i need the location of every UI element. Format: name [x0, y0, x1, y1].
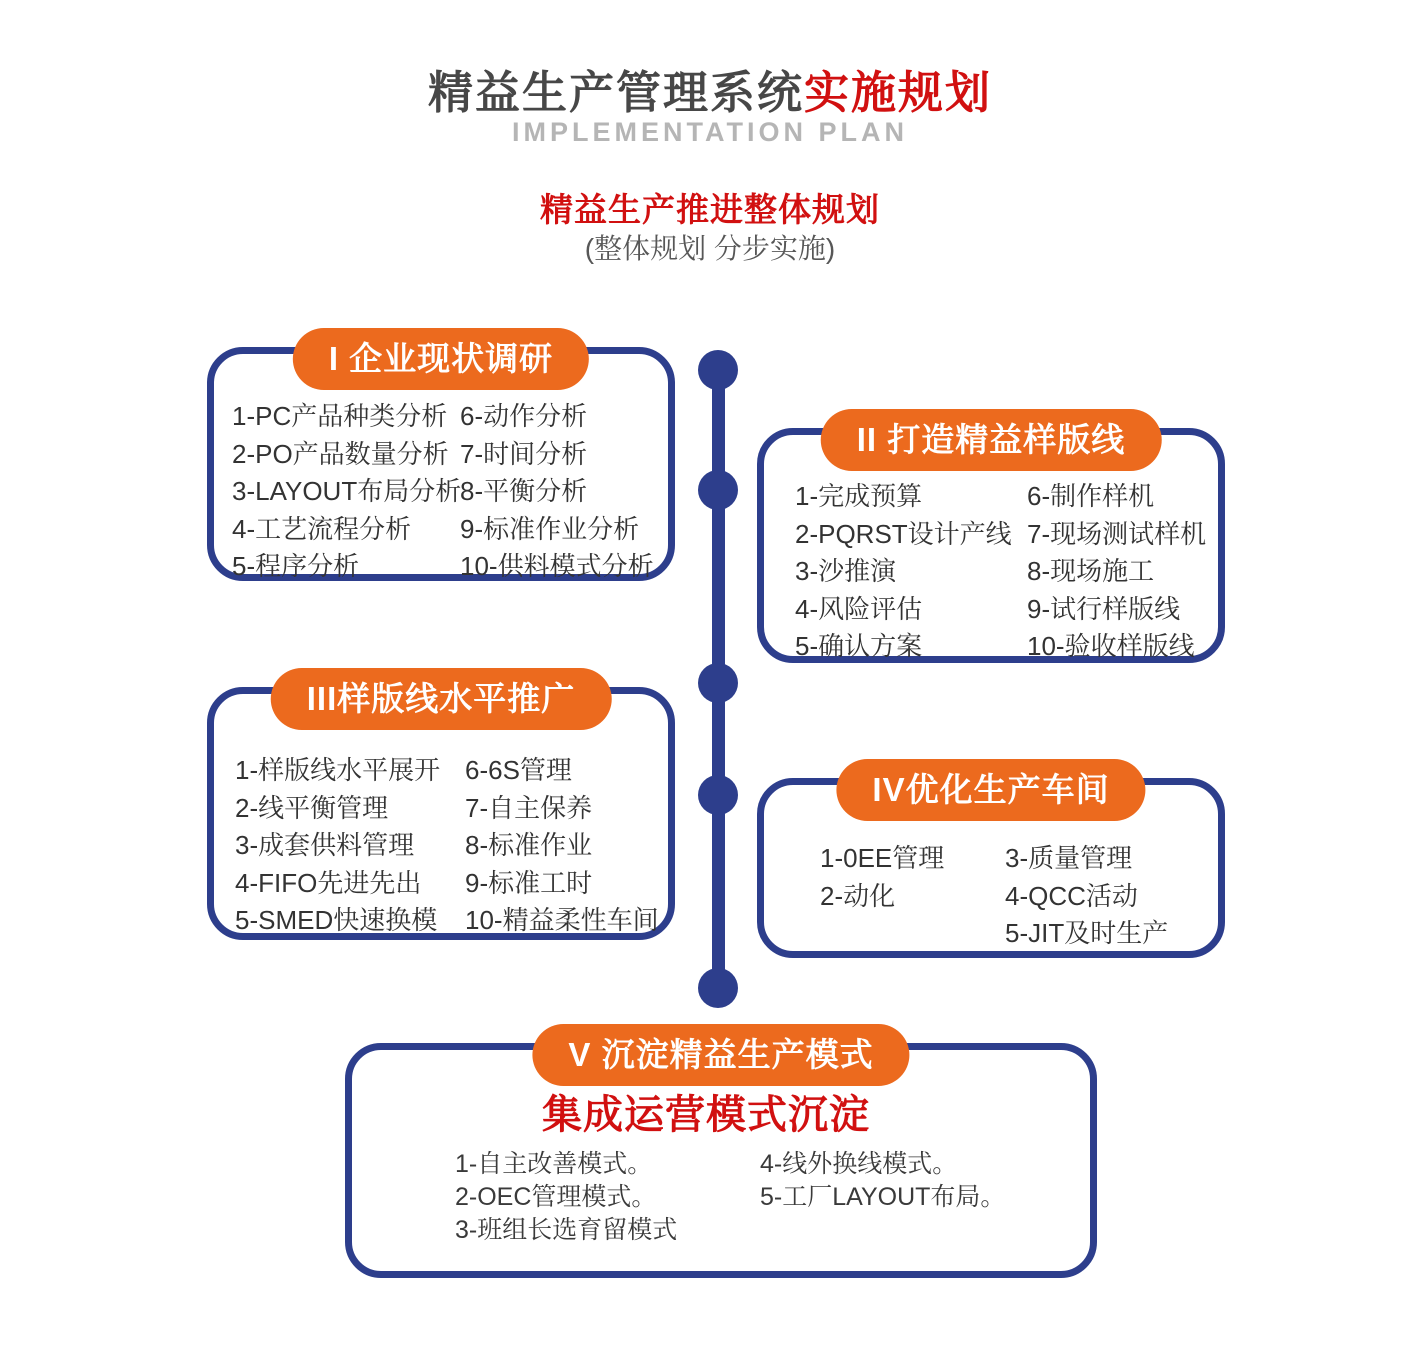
stage-box-4 — [757, 771, 1225, 958]
list-item: 2-PQRST设计产线 — [795, 518, 1012, 549]
timeline-dot-3 — [698, 663, 738, 703]
list-item: 1-自主改善模式。 — [455, 1150, 653, 1178]
stage-box-2 — [757, 421, 1225, 663]
timeline-dot-2 — [698, 470, 738, 510]
list-item: 8-现场施工 — [1027, 556, 1155, 586]
list-item: 2-PO产品数量分析 — [232, 438, 449, 469]
stage-2-right-column — [1027, 478, 1206, 666]
list-item: 3-成套供料管理 — [235, 830, 415, 860]
list-item: 1-PC产品种类分析 — [232, 401, 448, 431]
stage-2-left-column — [795, 478, 1012, 666]
stage-badge-1: I 企业现状调研 — [293, 328, 589, 390]
stage-badge-3: III样版线水平推广 — [271, 668, 612, 730]
list-item: 3-LAYOUT布局分析 — [232, 476, 462, 506]
list-item: 4-FIFO先进先出 — [235, 867, 422, 898]
list-item: 6-6S管理 — [465, 755, 572, 785]
list-item: 5-程序分析 — [232, 551, 360, 581]
timeline-dot-4 — [698, 775, 738, 815]
list-item: 7-时间分析 — [460, 438, 588, 469]
page-title — [0, 56, 1420, 121]
list-item: 8-平衡分析 — [460, 476, 588, 506]
timeline-dot-1 — [698, 350, 738, 390]
list-item: 10-精益柔性车间 — [465, 905, 659, 935]
stage-box-3 — [207, 680, 675, 940]
stage-badge-2: II 打造精益样版线 — [821, 409, 1162, 471]
list-item: 8-标准作业 — [465, 830, 593, 860]
stage-1-left-column — [232, 398, 461, 586]
list-item: 2-OEC管理模式。 — [455, 1183, 657, 1211]
list-item: 2-动化 — [820, 880, 896, 911]
list-item: 3-沙推演 — [795, 556, 897, 586]
stage-3-right-column — [465, 752, 659, 940]
section-title: 精益生产推进整体规划 — [540, 191, 880, 228]
list-item: 3-班组长选育留模式 — [455, 1216, 678, 1244]
timeline-dot-5 — [698, 968, 738, 1008]
list-item: 3-质量管理 — [1005, 843, 1133, 873]
list-item: 10-验收样版线 — [1027, 631, 1195, 661]
page-title-red: 实施规划 — [804, 67, 993, 118]
list-item: 10-供料模式分析 — [460, 551, 654, 581]
stage-box-1 — [207, 340, 675, 581]
list-item: 7-现场测试样机 — [1027, 518, 1207, 549]
stage-box-5 — [345, 1036, 1097, 1278]
page-subtitle: IMPLEMENTATION PLAN — [512, 117, 908, 147]
list-item: 4-QCC活动 — [1005, 880, 1138, 911]
list-item: 9-试行样版线 — [1027, 593, 1181, 624]
list-item: 6-制作样机 — [1027, 481, 1155, 511]
list-item: 5-确认方案 — [795, 631, 923, 661]
list-item: 7-自主保养 — [465, 792, 593, 823]
list-item: 1-样版线水平展开 — [235, 755, 441, 785]
list-item: 4-风险评估 — [795, 593, 923, 624]
list-item: 1-0EE管理 — [820, 843, 945, 873]
list-item: 5-JIT及时生产 — [1005, 918, 1169, 948]
stage-1-right-column — [460, 398, 654, 586]
stage-5-right-column — [760, 1148, 1005, 1214]
stage-3-left-column — [235, 752, 440, 940]
stage-5-left-column — [455, 1148, 677, 1247]
list-item: 2-线平衡管理 — [235, 792, 389, 823]
stage-4-left-column — [820, 840, 944, 915]
section-note: (整体规划 分步实施) — [584, 233, 836, 264]
list-item: 5-SMED快速换模 — [235, 905, 438, 935]
list-item: 4-线外换线模式。 — [760, 1150, 958, 1178]
list-item: 9-标准作业分析 — [460, 513, 640, 544]
list-item: 1-完成预算 — [795, 481, 923, 511]
list-item: 4-工艺流程分析 — [232, 513, 412, 544]
list-item: 6-动作分析 — [460, 401, 588, 431]
list-item: 5-工厂LAYOUT布局。 — [760, 1183, 1006, 1211]
list-item: 9-标准工时 — [465, 867, 593, 898]
stage-5-heading: 集成运营模式沉淀 — [542, 1093, 870, 1137]
stage-badge-4: IV优化生产车间 — [836, 759, 1145, 821]
stage-4-right-column — [1005, 840, 1168, 953]
stage-badge-5: V 沉淀精益生产模式 — [532, 1024, 909, 1086]
page-title-gray: 精益生产管理系统 — [427, 67, 804, 118]
